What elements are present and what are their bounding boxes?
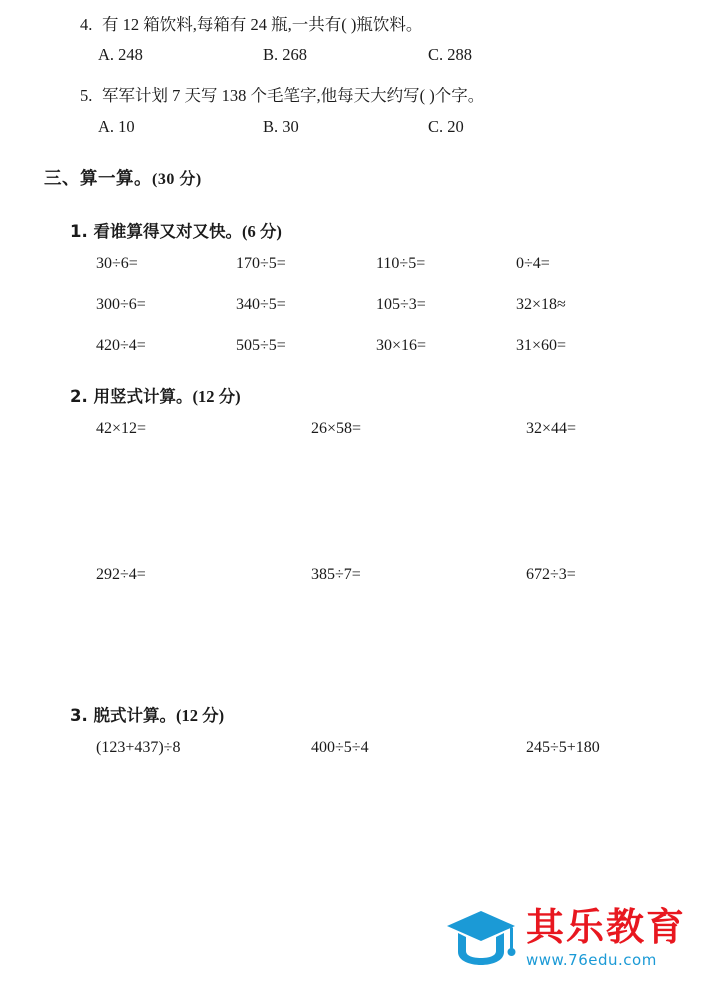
section-heading-3-score: (30 分) (152, 170, 202, 188)
option-b[interactable]: B. 30 (263, 116, 299, 136)
logo-text (525, 904, 686, 969)
calc-item: 385÷7= (311, 565, 361, 583)
calc-item: 26×58= (311, 419, 362, 437)
calc-item: 0÷4= (516, 254, 550, 272)
question-5 (44, 85, 666, 107)
calc-item: 400÷5÷4 (311, 738, 369, 756)
section-heading-3-title: 三、算一算。 (44, 168, 152, 189)
option-b[interactable]: B. 268 (263, 45, 308, 65)
stepwise-calc-row (44, 739, 666, 757)
logo-url[interactable]: www.76edu.com (525, 950, 657, 969)
option-a[interactable]: A. 248 (98, 45, 143, 65)
question-4-text: 有 12 箱饮料,每箱有 24 瓶,一共有( )瓶饮料。 (102, 15, 423, 34)
calc-item: 420÷4= (96, 336, 146, 354)
subsection-3-title: 3. 脱式计算。 (70, 705, 176, 725)
calc-item: 32×18≈ (516, 295, 566, 313)
option-a[interactable]: A. 10 (98, 116, 135, 136)
calc-item: 32×44= (526, 419, 577, 437)
calc-item: 105÷3= (376, 295, 426, 313)
subsection-3-heading (44, 702, 666, 726)
logo-name: 其乐教育 (525, 904, 686, 949)
calc-item: 170÷5= (236, 254, 286, 272)
question-5-number: 5. (80, 86, 93, 106)
calc-item: 30×16= (376, 336, 427, 354)
calc-item: 672÷3= (526, 565, 576, 583)
oral-calc-grid (44, 255, 666, 355)
calc-item: 340÷5= (236, 295, 286, 313)
calc-item: (123+437)÷8 (96, 738, 181, 756)
question-4 (44, 14, 666, 36)
subsection-2-points: (12 分) (192, 386, 241, 406)
option-c[interactable]: C. 288 (428, 45, 473, 65)
section-heading-3 (44, 165, 666, 190)
subsection-3-points: (12 分) (176, 705, 225, 725)
subsection-2-title: 2. 用竖式计算。 (70, 386, 193, 406)
graduation-cap-icon (444, 907, 518, 969)
calc-item: 30÷6= (96, 254, 138, 272)
question-4-options (44, 45, 666, 65)
calc-item: 505÷5= (236, 336, 286, 354)
calc-item: 292÷4= (96, 565, 146, 583)
vertical-calc-row-2 (44, 566, 666, 584)
subsection-2-heading (44, 383, 666, 407)
option-c[interactable]: C. 20 (428, 116, 464, 136)
subsection-1-heading (44, 218, 666, 242)
calc-item: 300÷6= (96, 295, 146, 313)
vertical-calc-row-1 (44, 420, 666, 438)
calc-item: 245÷5+180 (526, 738, 600, 756)
subsection-1-title: 1. 看谁算得又对又快。 (70, 221, 242, 241)
work-space-1 (44, 438, 666, 566)
question-5-text: 军军计划 7 天写 138 个毛笔字,他每天大约写( )个字。 (102, 86, 485, 106)
work-space-2 (44, 584, 666, 702)
calc-item: 42×12= (96, 419, 147, 437)
question-5-options (44, 117, 666, 137)
site-logo (444, 904, 686, 969)
calc-item: 110÷5= (376, 254, 426, 272)
subsection-1-points: (6 分) (242, 221, 282, 241)
question-4-number: 4. (80, 15, 93, 34)
calc-item: 31×60= (516, 336, 567, 354)
